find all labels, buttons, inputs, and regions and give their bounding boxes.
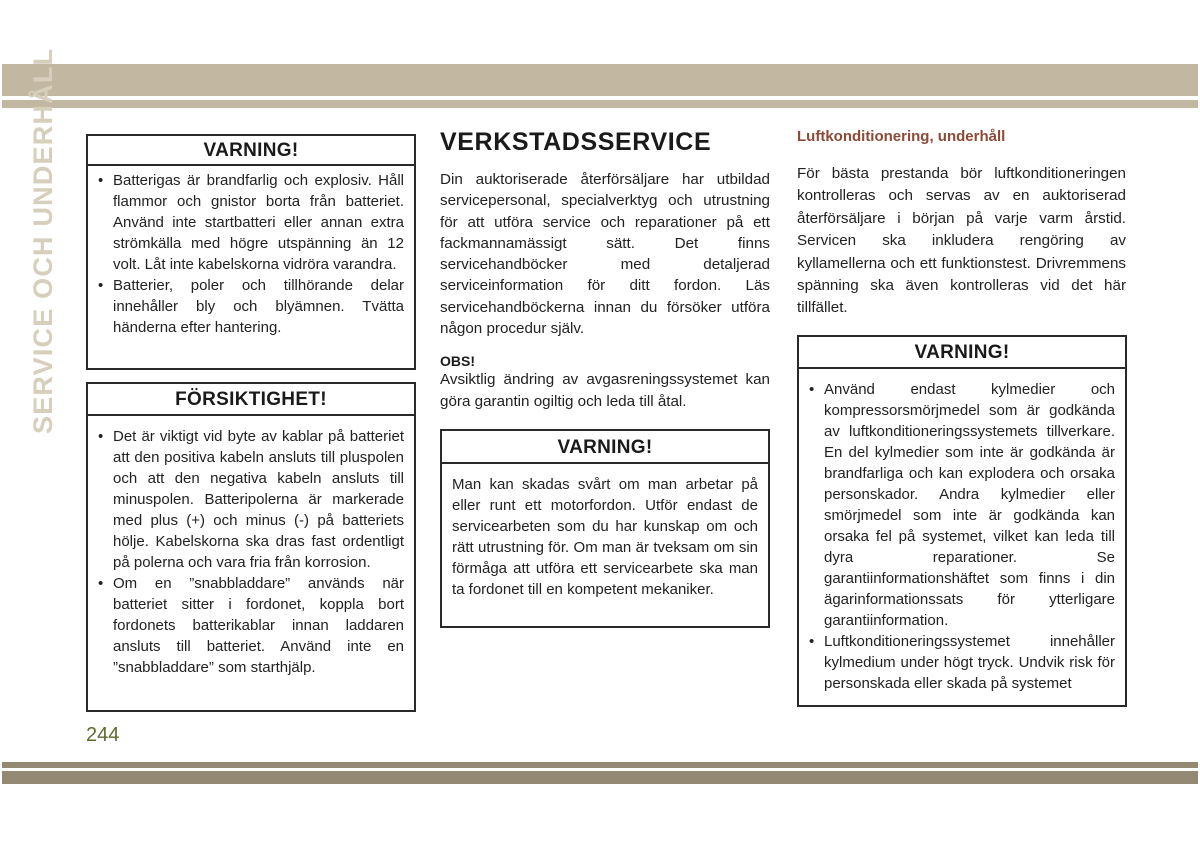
- caution-heading: FÖRSIKTIGHET!: [88, 384, 414, 416]
- warning-heading: VARNING!: [88, 136, 414, 166]
- page-number: 244: [86, 724, 120, 746]
- caution-box-battery: [86, 382, 416, 712]
- list-item: • Batterier, poler och tillhörande delar innehåller bly och blyämnen. Tvätta händerna efter hantering.: [98, 275, 404, 338]
- warning-heading: VARNING!: [799, 337, 1125, 369]
- list-item: • Batterigas är brandfarlig och explosiv. Håll flammor och gnistor borta från batteriet. Använd inte startbatteri eller annan extra strömkälla med högre utspänning än 12 volt. Låt inte kabelskorna vidröra varandra.: [98, 170, 404, 275]
- list-item: • Använd endast kylmedier och kompressorsmörjmedel som är godkända av luftkonditioneringssystemets tillverkare. En del kylmedier som inte är godkända är brandfarliga och kan explodera och orsaka personskador. Andra kylmedier eller smörjmedel som inte är godkända kan orsaka fel på systemet, vilket kan leda till dyra reparationer. Se garantiinformationshäftet som finns i din ägarinformationssats för ytterligare garantiinformation.: [809, 379, 1115, 631]
- workshop-service-section: [440, 128, 770, 412]
- warning-box-ac: [797, 335, 1127, 707]
- section-title: VERKSTADSSERVICE: [440, 128, 712, 156]
- warning-box-battery: [86, 134, 416, 370]
- ac-maintenance-paragraph: För bästa prestanda bör luftkonditioneringen kontrolleras och servas av en auktoriserad återförsäljare i början på varje varm årstid. Servicen ska inkludera rengöring av kyllamellerna och ett funktionstest. Drivremmens spänning ska även kontrolleras vid det här tillfället.: [797, 165, 1126, 317]
- warning-heading: VARNING!: [442, 431, 768, 464]
- list-item: • Om en ”snabbladdare” används när batteriet sitter i fordonet, koppla bort fordonets batterikablar innan laddaren ansluts till batteriet. Använd inte en ”snabbladdare” som starthjälp.: [98, 573, 404, 678]
- warning-body: [88, 166, 414, 338]
- workshop-paragraph: Din auktoriserade återförsäljare har utbildad servicepersonal, specialverktyg och utrustning för att utföra service och reparationer på ett fackmannamässigt sätt. Det finns servicehandböcker med detaljerad serviceinformation för ditt fordon. Läs servicehandböckerna innan du försöker utföra någon procedur själv.: [440, 171, 770, 338]
- header-band: [2, 64, 1198, 96]
- footer-band: [2, 771, 1198, 784]
- section-side-title: SERVICE OCH UNDERHÅLL: [28, 47, 58, 434]
- caution-body: [88, 416, 414, 678]
- list-item: • Det är viktigt vid byte av kablar på batteriet att den positiva kabeln ansluts till pluspolen och att den negativa kabeln ansluts till minuspolen. Batteripolerna är markerade med plus (+) och minus (-) på batteriets hölje. Kabelskorna ska dras fast ordentligt på polerna och vara fria från korrosion.: [98, 426, 404, 573]
- warning-body: Man kan skadas svårt om man arbetar på eller runt ett motorfordon. Utför endast de servicearbeten som du har kunskap om och rätt utrustning för. Om man är tveksam om sin förmåga att utföra ett servicearbete ska man ta fordonet till en kompetent mekaniker.: [452, 476, 758, 598]
- ac-maintenance-heading: Luftkonditionering, underhåll: [797, 128, 1006, 145]
- warning-body: [799, 369, 1125, 694]
- header-band-line: [2, 100, 1198, 108]
- list-item: • Luftkonditioneringssystemet innehåller kylmedium under högt tryck. Undvik risk för personskada eller skada på systemet: [809, 631, 1115, 694]
- obs-label: OBS!: [440, 353, 475, 370]
- obs-text: Avsiktlig ändring av avgasreningssystemet kan göra garantin ogiltig och leda till åtal.: [440, 371, 770, 410]
- footer-band-line: [2, 762, 1198, 768]
- warning-box-workshop: [440, 429, 770, 628]
